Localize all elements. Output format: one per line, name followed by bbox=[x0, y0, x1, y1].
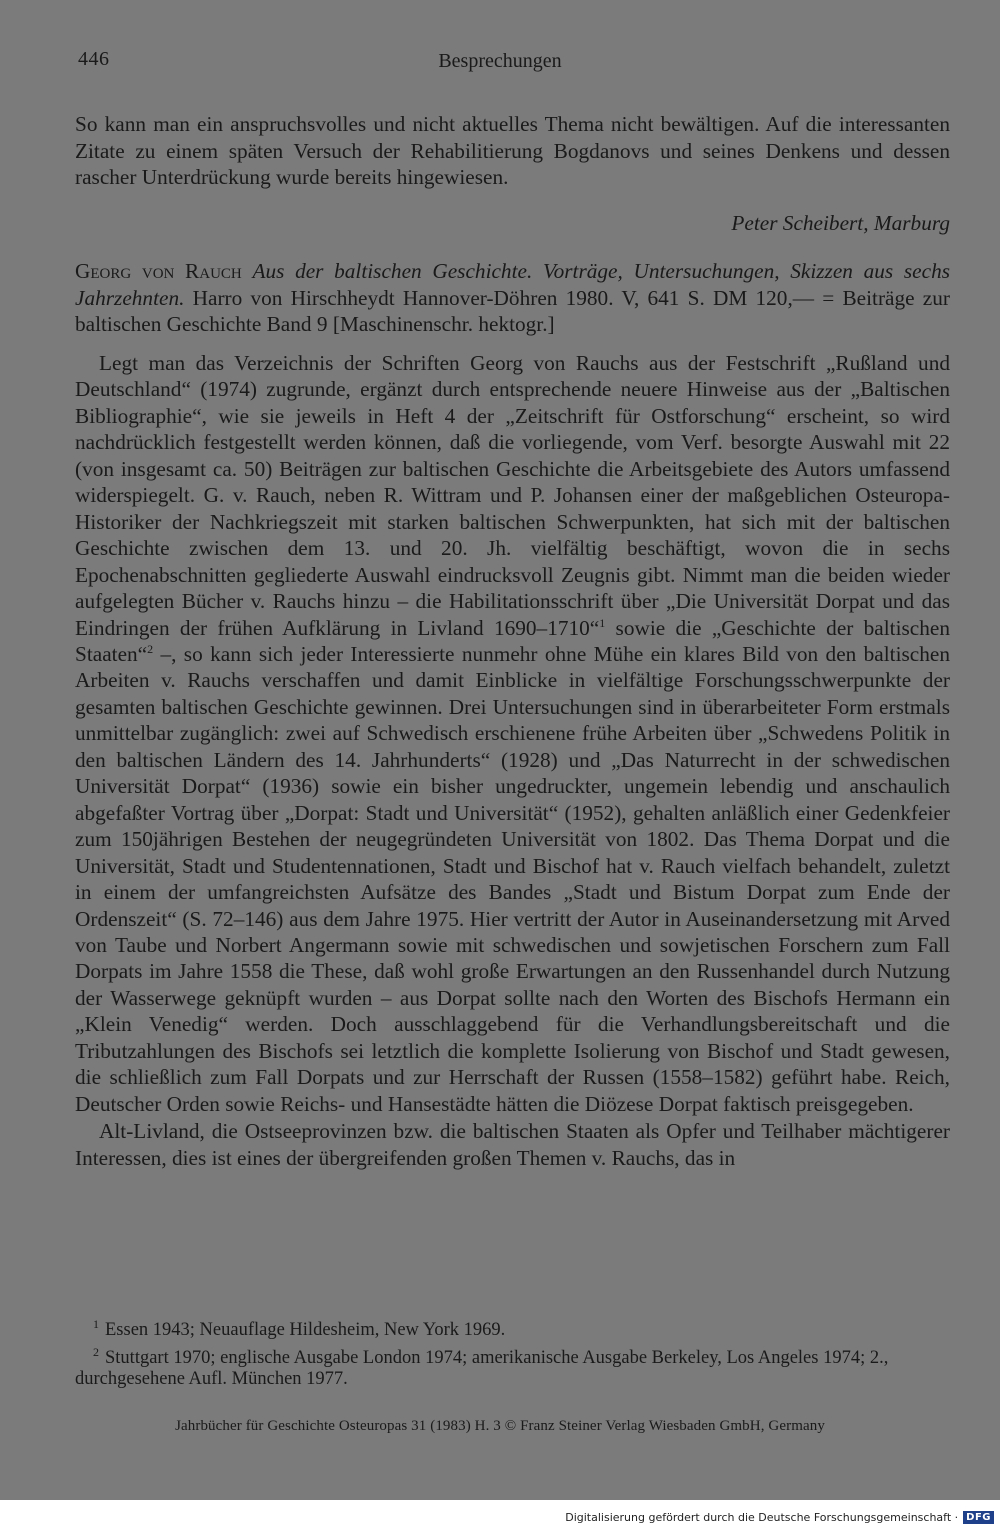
footnote-2 bbox=[75, 1342, 950, 1391]
journal-footer: Jahrbücher für Geschichte Osteuropas 31 (1983) H. 3 © Franz Steiner Verlag Wiesbaden GmbH, Germany bbox=[175, 1418, 825, 1434]
footnotes bbox=[75, 1314, 950, 1391]
intro-paragraph bbox=[75, 111, 950, 191]
review-paragraph-1 bbox=[75, 350, 950, 1117]
footnote-text: Stuttgart 1970; englische Ausgabe London 1974; amerikanische Ausgabe Berkeley, Los Angeles 1974; 2., durchgesehene Aufl. München 1977. bbox=[75, 1347, 889, 1390]
review-paragraph-1-part-b: sowie die „Geschichte der baltischen Staaten“ bbox=[75, 615, 951, 666]
review-body bbox=[75, 350, 950, 1171]
review-citation bbox=[75, 258, 950, 338]
digitization-credit bbox=[565, 1511, 994, 1524]
review-paragraph-1-part-c: –, so kann sich jeder Interessierte nunmehr ohne Mühe ein klares Bild von den baltischen Arbeiten v. Rauchs verschaffen und damit Einblicke in vielfältige Forschungsschwerpunkte der gesamten baltischen Geschichte gewinnen. Drei Untersuchungen sind in überarbeiteter Form erstmals unmittelbar zugänglich: zwei auf Schwedisch erschienene frühe Arbeiten über „Schwedens Politik in den baltischen Ländern des 14. Jahrhunderts“ (1928) und „Das Naturrecht in der schwedischen Universität Dorpat“ (1936) sowie ein bisher ungedruckter, ungemein lebendig und anschaulich abgefaßter Vortrag über „Dorpat: Stadt und Universität“ (1952), gehalten anläßlich einer Gedenkfeier zum 150jährigen Bestehen der neugegründeten Universität von 1802. Das Thema Dorpat und die Universität, Stadt und Studentennationen, Stadt und Bischof hat v. Rauch vielfach behandelt, zuletzt in einem der umfangreichsten Aufsätze des Bandes „Stadt und Bistum Dorpat zum Ende der Ordenszeit“ (S. 72–146) aus dem Jahre 1975. Hier vertritt der Autor in Auseinandersetzung mit Arved von Taube und Norbert Angermann sowie mit schwedischen und sowjetischen Forschern zum Fall Dorpats im Jahre 1558 die These, daß wohl große Erwartungen an den Russenhandel durch Nutzung der Wasserwege geknüpft wurden – aus Dorpat sollte nach den Worten des Bischofs Hermann ein „Klein Venedig“ werden. Doch ausschlaggebend für die Verhandlungsbereitschaft und die Tributzahlungen des Bischofs sei letztlich die komplette Isolierung von Bischof und Stadt gewesen, die schließlich zum Fall Dorpats und zur Herrschaft der Russen (1558–1582) geführt habe. Reich, Deutscher Orden sowie Reichs- und Hansestädte hätten die Diözese Dorpat faktisch preisgegeben. bbox=[75, 641, 950, 1116]
footnote-mark: 2 bbox=[93, 1344, 99, 1359]
review-paragraph-1-part-a: Legt man das Verzeichnis der Schriften Georg von Rauchs aus der Festschrift „Rußland und Deutschland“ (1974) zugrunde, ergänzt durch entsprechende neuere Hinweise aus der „Baltischen Bibliographie“, wie sie jeweils in Heft 4 der „Zeitschrift für Ostforschung“ erscheint, so wird nachdrücklich festgestellt werden können, daß die vorliegende, vom Verf. besorgte Auswahl mit 22 (von insgesamt ca. 50) Beiträgen zur baltischen Geschichte die Arbeitsgebiete des Autors umfassend widerspiegelt. G. v. Rauch, neben R. Wittram und P. Johansen einer der maßgeblichen Osteuropa-Historiker der Nachkriegszeit mit starken baltischen Schwerpunkten, hat sich mit der baltischen Geschichte zwischen dem 13. und 20. Jh. vielfältig beschäftigt, wovon die in sechs Epochenabschnitten gegliederte Auswahl eindrucksvoll Zeugnis gibt. Nimmt man die beiden wieder aufgelegten Bücher v. Rauchs hinzu – die Habilitationsschrift über „Die Universität Dorpat und das Eindringen der frühen Aufklärung in Livland 1690–1710“ bbox=[75, 351, 950, 640]
book-publication-details: Harro von Hirschheydt Hannover-Döhren 1980. V, 641 S. DM 120,— = Beiträge zur baltischen Geschichte Band 9 [Maschinenschr. hektogr.] bbox=[75, 285, 950, 336]
reviewer-signature: Peter Scheibert, Marburg bbox=[731, 211, 950, 235]
running-head: Besprechungen bbox=[438, 50, 562, 72]
book-title: Aus der baltischen Geschichte. Vorträge, Untersuchungen, Skizzen aus sechs Jahrzehnten. bbox=[75, 259, 951, 310]
dfg-logo: DFG bbox=[963, 1511, 994, 1524]
review-paragraph-2: Alt-Livland, die Ostseeprovinzen bzw. die baltischen Staaten als Opfer und Teilhaber mächtigerer Interessen, dies ist eines der übergreifenden großen Themen v. Rauchs, das in bbox=[75, 1119, 950, 1170]
footnote-1 bbox=[75, 1314, 950, 1342]
footnote-ref-1: 1 bbox=[599, 615, 606, 630]
book-author: Georg von Rauch bbox=[75, 259, 242, 283]
page-number: 446 bbox=[78, 48, 110, 70]
footnote-text: Essen 1943; Neuauflage Hildesheim, New York 1969. bbox=[105, 1320, 506, 1341]
intro-text: So kann man ein anspruchsvolles und nicht aktuelles Thema nicht bewältigen. Auf die interessanten Zitate zu einem späten Versuch der Rehabilitierung Bogdanovs und seines Denkens und dessen rascher Unterdrückung wurde bereits hingewiesen. bbox=[75, 112, 950, 190]
footnote-ref-2: 2 bbox=[147, 641, 154, 656]
digitization-note: Digitalisierung gefördert durch die Deutsche Forschungsgemeinschaft · bbox=[565, 1511, 959, 1524]
footnote-mark: 1 bbox=[93, 1317, 99, 1331]
